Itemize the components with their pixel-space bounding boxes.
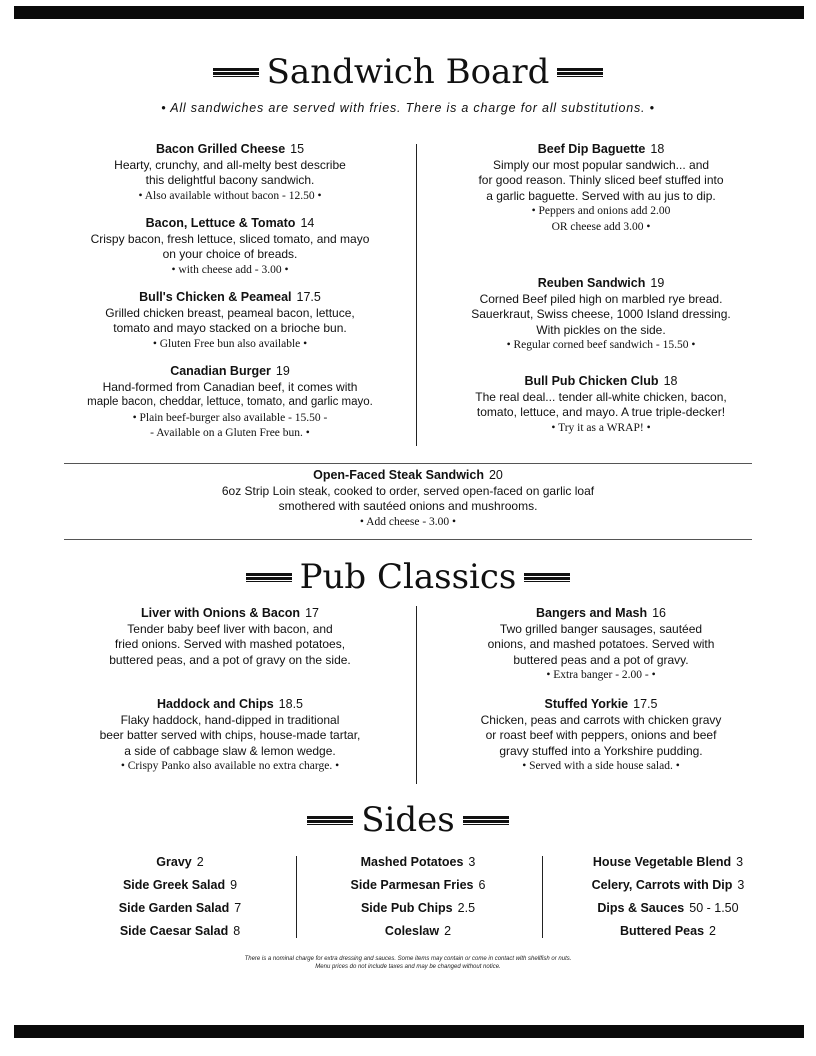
title-rule-right xyxy=(524,573,570,582)
item-name: Stuffed Yorkie xyxy=(544,697,629,711)
title-rule-right xyxy=(463,816,509,825)
side-item xyxy=(558,920,778,943)
item-name: Open-Faced Steak Sandwich xyxy=(313,468,484,482)
menu-item xyxy=(150,468,666,530)
side-item xyxy=(558,851,778,874)
item-note: • Add cheese - 3.00 • xyxy=(359,515,457,528)
item-note: • Peppers and onions add 2.00 xyxy=(531,205,671,217)
item-name: Beef Dip Baguette xyxy=(537,142,646,156)
side-price: 2.5 xyxy=(457,901,476,915)
side-item xyxy=(558,874,778,897)
item-desc-line: The real deal... tender all-white chicken, bacon, xyxy=(475,389,727,404)
sides-column-divider xyxy=(542,856,543,938)
side-name: Side Pub Chips xyxy=(360,901,453,915)
item-desc-line: Two grilled banger sausages, sautéed xyxy=(499,621,703,636)
menu-item xyxy=(430,374,772,436)
pub-column-divider xyxy=(416,606,417,784)
item-desc-line: Simply our most popular sandwich... and xyxy=(492,157,710,172)
title-rule-left xyxy=(307,816,353,825)
menu-item xyxy=(430,606,772,684)
divider-line xyxy=(64,539,752,540)
side-name: Dips & Sauces xyxy=(597,901,685,915)
item-desc-line: tomato, lettuce, and mayo. A true triple-decker! xyxy=(476,405,726,419)
side-price: 3 xyxy=(737,878,745,892)
side-price: 6 xyxy=(478,878,486,892)
item-desc-line: gravy stuffed into a Yorkshire pudding. xyxy=(499,743,703,758)
item-name: Reuben Sandwich xyxy=(537,276,646,290)
sandwich-column-divider xyxy=(416,144,417,446)
menu-item xyxy=(50,364,410,442)
side-price: 3 xyxy=(736,855,744,869)
side-item xyxy=(318,874,518,897)
item-desc-line: Hearty, crunchy, and all-melty best describe xyxy=(114,157,346,172)
item-price: 17.5 xyxy=(633,697,658,711)
sandwich-board-title-row xyxy=(0,52,816,92)
item-desc-line: Sauerkraut, Swiss cheese, 1000 Island dressing. xyxy=(471,307,731,321)
item-price: 18 xyxy=(663,374,678,388)
item-price: 14 xyxy=(300,216,315,230)
title-rule-left xyxy=(213,68,259,77)
item-desc-line: Tender baby beef liver with bacon, and xyxy=(127,621,333,636)
side-price: 50 - 1.50 xyxy=(689,901,739,915)
item-name: Bull's Chicken & Peameal xyxy=(139,290,292,304)
side-name: Side Greek Salad xyxy=(122,878,226,892)
side-item xyxy=(318,897,518,920)
item-name: Bacon Grilled Cheese xyxy=(155,142,286,156)
side-price: 2 xyxy=(444,924,452,938)
item-desc-line: a garlic baguette. Served with au jus to dip. xyxy=(486,188,716,203)
item-name: Bangers and Mash xyxy=(535,606,648,620)
item-price: 16 xyxy=(652,606,667,620)
divider-line xyxy=(64,463,752,464)
top-border-bar xyxy=(14,6,804,19)
item-note: • Served with a side house salad. • xyxy=(522,760,680,772)
side-name: Side Caesar Salad xyxy=(119,924,229,938)
item-note: • Crispy Panko also available no extra charge. • xyxy=(120,760,340,772)
item-desc-line: for good reason. Thinly sliced beef stuffed into xyxy=(478,173,724,187)
side-item xyxy=(318,851,518,874)
item-name: Bacon, Lettuce & Tomato xyxy=(145,216,296,230)
item-desc-line: beer batter served with chips, house-made tartar, xyxy=(99,728,361,742)
item-note: - Available on a Gluten Free bun. • xyxy=(150,427,310,439)
item-price: 15 xyxy=(290,142,305,156)
side-name: Celery, Carrots with Dip xyxy=(591,878,733,892)
title-rule-right xyxy=(557,68,603,77)
item-desc-line: Grilled chicken breast, peameal bacon, lettuce, xyxy=(105,305,355,320)
item-desc-line: Chicken, peas and carrots with chicken gravy xyxy=(480,712,722,727)
item-desc-line: this delightful bacony sandwich. xyxy=(145,173,315,187)
item-note: • Plain beef-burger also available - 15.50 - xyxy=(132,411,328,424)
side-item xyxy=(80,897,280,920)
side-price: 3 xyxy=(468,855,476,869)
item-price: 18.5 xyxy=(278,697,304,711)
footer-note-line: Menu prices do not include taxes and may be changed without notice. xyxy=(315,964,501,970)
item-price: 17.5 xyxy=(296,290,321,304)
item-desc-line: maple bacon, cheddar, lettuce, tomato, and garlic mayo. xyxy=(87,396,373,408)
side-price: 7 xyxy=(234,901,242,915)
item-note: OR cheese add 3.00 • xyxy=(551,220,651,233)
side-item xyxy=(318,920,518,943)
side-price: 8 xyxy=(233,924,241,938)
item-price: 19 xyxy=(650,276,665,290)
item-desc-line: smothered with sautéed onions and mushrooms. xyxy=(278,499,538,513)
menu-item xyxy=(430,697,772,775)
item-name: Canadian Burger xyxy=(170,364,271,378)
item-desc-line: on your choice of breads. xyxy=(162,247,298,261)
side-name: House Vegetable Blend xyxy=(592,855,732,869)
side-name: Buttered Peas xyxy=(619,924,705,938)
side-name: Side Parmesan Fries xyxy=(350,878,474,892)
item-desc-line: Corned Beef piled high on marbled rye bread. xyxy=(479,291,723,306)
side-price: 2 xyxy=(196,855,204,869)
item-desc-line: 6oz Strip Loin steak, cooked to order, served open-faced on garlic loaf xyxy=(221,483,595,498)
item-name: Haddock and Chips xyxy=(156,697,274,711)
item-note: • Try it as a WRAP! • xyxy=(551,421,651,434)
side-item xyxy=(80,874,280,897)
item-note: • Also available without bacon - 12.50 • xyxy=(138,189,322,202)
menu-item xyxy=(60,216,400,278)
item-name: Bull Pub Chicken Club xyxy=(524,374,659,388)
sides-column xyxy=(318,851,518,943)
pub-classics-title: Pub Classics xyxy=(299,557,517,597)
item-price: 20 xyxy=(488,468,503,482)
sides-column xyxy=(80,851,280,943)
side-name: Side Garden Salad xyxy=(118,901,230,915)
footer-note-line: There is a nominal charge for extra dressing and sauces. Some items may contain or come in contact with shellfish or nuts. xyxy=(244,956,572,962)
item-note: • Gluten Free bun also available • xyxy=(152,337,308,350)
item-desc-line: buttered peas, and a pot of gravy on the side. xyxy=(109,652,351,667)
side-name: Mashed Potatoes xyxy=(360,855,464,869)
side-item xyxy=(80,851,280,874)
sides-title-row xyxy=(0,800,816,840)
item-name: Liver with Onions & Bacon xyxy=(141,606,301,620)
item-desc-line: tomato and mayo stacked on a brioche bun. xyxy=(113,321,347,335)
menu-item xyxy=(60,290,400,352)
item-desc-line: or roast beef with peppers, onions and beef xyxy=(485,728,717,742)
item-note: • Extra banger - 2.00 - • xyxy=(546,669,656,681)
item-note: • Regular corned beef sandwich - 15.50 • xyxy=(506,339,696,351)
menu-item xyxy=(430,142,772,235)
sides-column-divider xyxy=(296,856,297,938)
item-price: 17 xyxy=(305,606,319,620)
item-desc-line: With pickles on the side. xyxy=(536,322,666,337)
sandwich-board-title: Sandwich Board xyxy=(266,52,550,92)
item-desc-line: a side of cabbage slaw & lemon wedge. xyxy=(124,743,336,758)
side-price: 9 xyxy=(230,878,238,892)
sandwich-board-tagline: • All sandwiches are served with fries. There is a charge for all substitutions. • xyxy=(161,101,655,115)
item-price: 19 xyxy=(275,364,290,378)
pub-classics-title-row xyxy=(0,557,816,597)
item-desc-line: Hand-formed from Canadian beef, it comes with xyxy=(102,379,358,394)
menu-item xyxy=(60,606,400,668)
side-name: Coleslaw xyxy=(384,924,440,938)
menu-item xyxy=(60,697,400,775)
side-price: 2 xyxy=(709,924,716,938)
item-desc-line: onions, and mashed potatoes. Served with xyxy=(487,637,715,651)
side-item xyxy=(80,920,280,943)
bottom-border-bar xyxy=(14,1025,804,1038)
side-item xyxy=(558,897,778,920)
item-desc-line: Crispy bacon, fresh lettuce, sliced tomato, and mayo xyxy=(90,231,370,246)
side-name: Gravy xyxy=(156,855,192,869)
title-rule-left xyxy=(246,573,292,582)
item-desc-line: fried onions. Served with mashed potatoes, xyxy=(114,637,346,651)
item-note: • with cheese add - 3.00 • xyxy=(171,263,289,276)
menu-item xyxy=(60,142,400,204)
sides-column xyxy=(558,851,778,943)
sides-title: Sides xyxy=(361,800,455,840)
menu-item xyxy=(430,276,772,354)
item-price: 18 xyxy=(650,142,665,156)
item-desc-line: Flaky haddock, hand-dipped in traditional xyxy=(120,712,340,727)
item-desc-line: buttered peas and a pot of gravy. xyxy=(513,652,689,667)
